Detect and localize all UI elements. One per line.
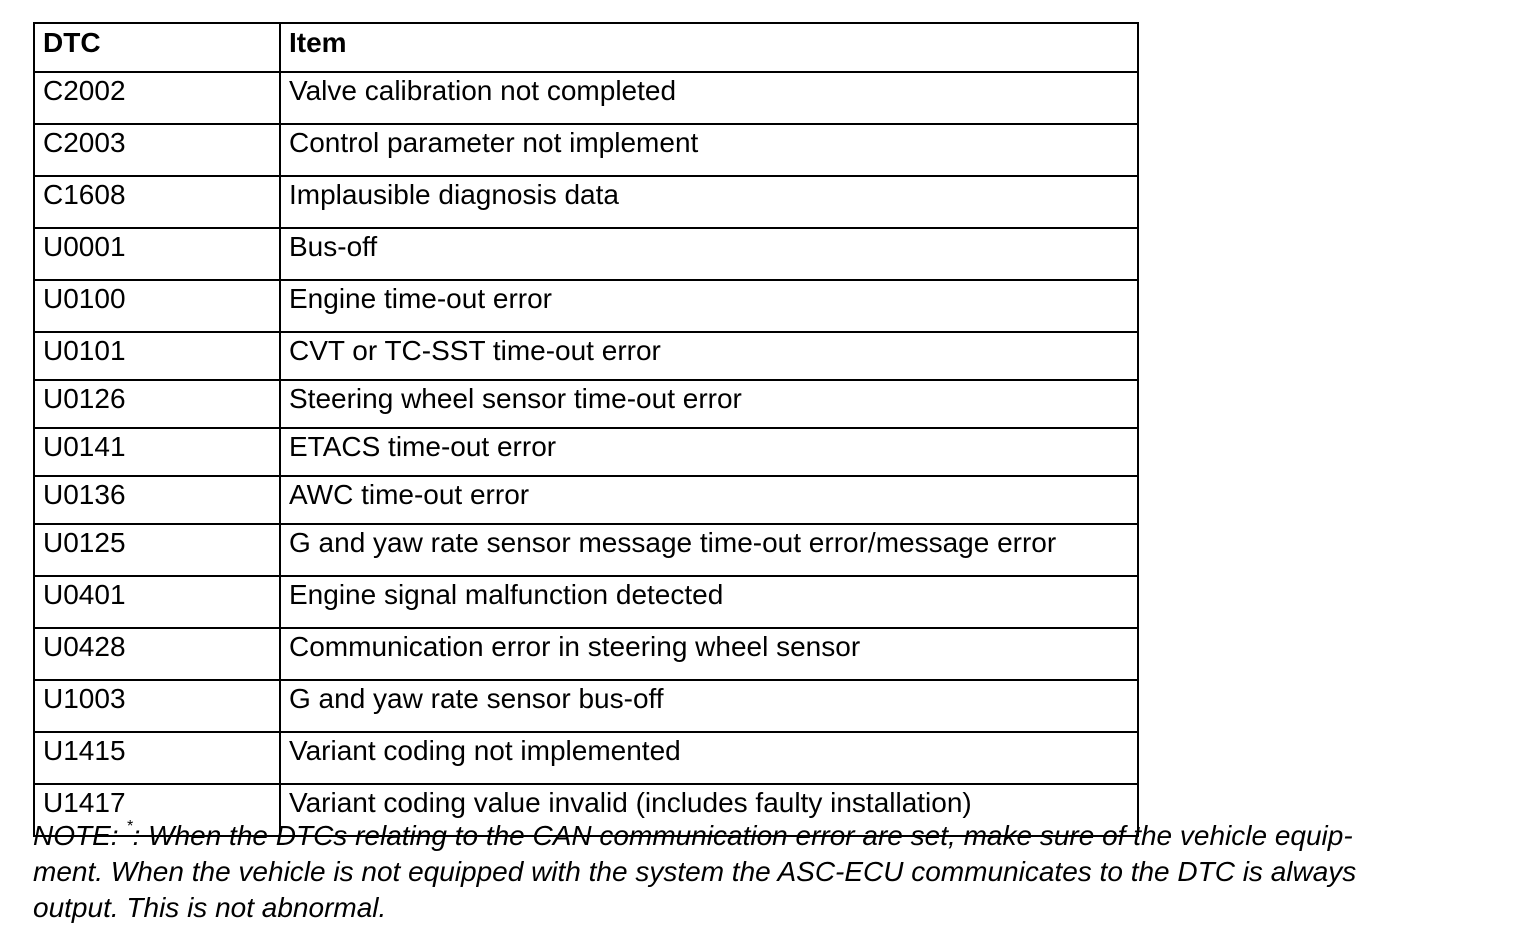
note-line-1: : When the DTCs relating to the CAN communication error are set, make sure of the vehicle equip- [132,820,1353,851]
dtc-code-cell: U0136 [34,476,280,524]
dtc-code-cell: U1415 [34,732,280,784]
dtc-code-cell: U0001 [34,228,280,280]
table-row [34,428,1138,476]
dtc-item-cell: Valve calibration not completed [280,72,1138,124]
table-header-row [34,23,1138,72]
dtc-item-cell: ETACS time-out error [280,428,1138,476]
table-row [34,576,1138,628]
dtc-code-cell: C1608 [34,176,280,228]
note-asterisk: * [126,818,133,835]
table-row [34,380,1138,428]
table-row [34,628,1138,680]
note-text [33,818,1493,926]
dtc-table [33,22,1139,837]
note-line-3: output. This is not abnormal. [33,892,387,923]
table-row [34,176,1138,228]
dtc-code-cell: U0141 [34,428,280,476]
dtc-item-cell: Control parameter not implement [280,124,1138,176]
table-row [34,124,1138,176]
dtc-code-cell: U0101 [34,332,280,380]
dtc-code-cell: U0125 [34,524,280,576]
dtc-code-cell: U0126 [34,380,280,428]
table-row [34,524,1138,576]
dtc-code-cell: U0428 [34,628,280,680]
dtc-code-cell: C2002 [34,72,280,124]
table-row [34,732,1138,784]
table-row [34,72,1138,124]
dtc-item-cell: Implausible diagnosis data [280,176,1138,228]
note-line-2: ment. When the vehicle is not equipped with the system the ASC-ECU communicates to the DTC is always [33,856,1357,887]
dtc-code-cell: U0100 [34,280,280,332]
table-row [34,332,1138,380]
dtc-item-cell: Communication error in steering wheel sensor [280,628,1138,680]
dtc-item-cell: G and yaw rate sensor message time-out error/message error [280,524,1138,576]
dtc-code-cell: U1003 [34,680,280,732]
column-header-item: Item [280,23,1138,72]
dtc-table-body [34,72,1138,836]
table-row [34,280,1138,332]
dtc-code-cell: U1417 [34,784,280,836]
dtc-code-cell: C2003 [34,124,280,176]
dtc-item-cell: AWC time-out error [280,476,1138,524]
table-row [34,476,1138,524]
dtc-item-cell: Engine signal malfunction detected [280,576,1138,628]
dtc-item-cell: Variant coding not implemented [280,732,1138,784]
dtc-item-cell: Variant coding value invalid (includes faulty installation) [280,784,1138,836]
column-header-dtc: DTC [34,23,280,72]
table-row [34,228,1138,280]
dtc-item-cell: G and yaw rate sensor bus-off [280,680,1138,732]
dtc-item-cell: Bus-off [280,228,1138,280]
table-row [34,680,1138,732]
dtc-item-cell: Engine time-out error [280,280,1138,332]
note-prefix: NOTE: [33,820,127,851]
dtc-code-cell: U0401 [34,576,280,628]
dtc-item-cell: Steering wheel sensor time-out error [280,380,1138,428]
dtc-item-cell: CVT or TC-SST time-out error [280,332,1138,380]
